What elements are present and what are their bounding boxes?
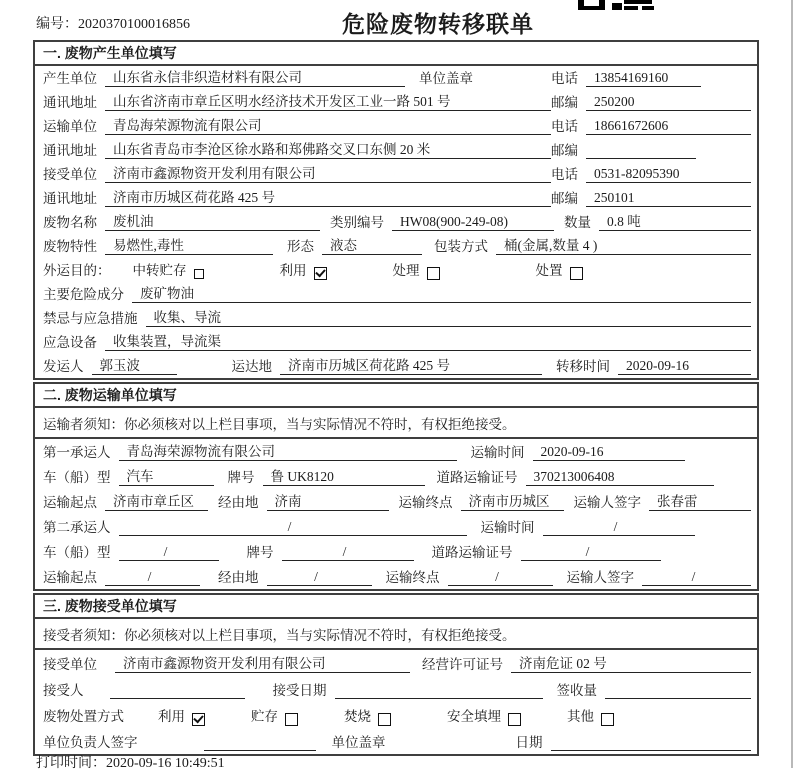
receiving-unit-row — [35, 650, 757, 676]
serial-number-line — [36, 13, 190, 33]
field-label: 废物特性 — [43, 239, 97, 254]
disposal-option-landfill: 安全填埋 — [447, 709, 501, 724]
carrier-signature-2-value: / — [642, 569, 751, 586]
postcode-label: 邮编 — [551, 191, 578, 206]
checkbox-storage-icon — [194, 269, 204, 279]
transporter-phone-value: 18661672606 — [586, 118, 751, 135]
field-label: 通讯地址 — [43, 143, 97, 158]
transporter-unit-row — [35, 114, 757, 138]
date-label: 日期 — [515, 735, 543, 750]
receiver-name-value: 济南市鑫源物资开发利用有限公司 — [105, 162, 551, 183]
second-carrier-row — [35, 514, 757, 539]
date-value — [551, 734, 752, 751]
field-label: 车（船）型 — [43, 545, 111, 560]
producer-phone-value: 13854169160 — [586, 70, 701, 87]
license-number-value: 济南危证 02 号 — [511, 652, 751, 673]
carrier-signature-label: 运输人签字 — [573, 495, 641, 510]
emergency-equipment-value: 收集装置，导流渠 — [105, 330, 751, 351]
purpose-option-dispose: 处置 — [535, 263, 563, 278]
transporter-notice: 运输者须知：你必须核对以上栏目事项，当与实际情况不符时，有权拒绝接受。 — [35, 408, 757, 439]
waste-characteristics-row — [35, 234, 757, 258]
terminus-label: 运输终点 — [385, 570, 440, 585]
plate-number-label: 牌号 — [227, 470, 255, 485]
transfer-date-value: 2020-09-16 — [618, 358, 751, 375]
category-code-label: 类别编号 — [330, 215, 384, 230]
section-transporter-heading: 二. 废物运输单位填写 — [35, 384, 757, 408]
consignor-value: 郭玉波 — [92, 354, 177, 375]
via-label: 经由地 — [218, 570, 259, 585]
field-label: 通讯地址 — [43, 191, 97, 206]
producer-unit-row — [35, 66, 757, 90]
field-label: 接受单位 — [43, 657, 97, 672]
receiver-notice: 接受者须知：你必须核对以上栏目事项，当与实际情况不符时，有权拒绝接受。 — [35, 619, 757, 650]
transfer-date-label: 转移时间 — [556, 359, 610, 374]
route-row-1 — [35, 489, 757, 514]
section-receiver-heading: 三. 废物接受单位填写 — [35, 595, 757, 619]
received-quantity-label: 签收量 — [556, 683, 597, 698]
checkbox-use-checked-icon — [314, 267, 327, 280]
consignor-row — [35, 354, 757, 378]
hazardous-components-row — [35, 282, 757, 306]
checkbox-incinerate-icon — [378, 713, 391, 726]
print-time-line — [36, 752, 225, 772]
receiver-person-row — [35, 676, 757, 702]
road-transport-cert-value: 370213006408 — [526, 469, 714, 486]
field-label: 废物名称 — [43, 215, 97, 230]
via-label: 经由地 — [218, 495, 259, 510]
form-state-value: 液态 — [322, 234, 422, 255]
waste-characteristics-value: 易燃性,毒性 — [105, 234, 273, 255]
phone-label: 电话 — [551, 119, 578, 134]
quantity-label: 数量 — [564, 215, 591, 230]
waste-name-value: 废机油 — [105, 210, 320, 231]
vehicle-row-2 — [35, 539, 757, 564]
serial-label: 编号： — [36, 17, 78, 32]
destination-value: 济南市历城区荷花路 425 号 — [280, 354, 542, 375]
receiver-phone-value: 0531-82095390 — [586, 166, 751, 183]
packing-method-label: 包装方式 — [434, 239, 488, 254]
disposal-option-storage: 贮存 — [251, 709, 278, 724]
receiver-postcode-value: 250101 — [586, 190, 751, 207]
plate-number-value: 鲁 UK8120 — [263, 465, 425, 486]
checkbox-treat-icon — [427, 267, 440, 280]
section-receiver — [33, 593, 759, 756]
via-2-value: / — [267, 569, 372, 586]
first-carrier-row — [35, 439, 757, 464]
transport-time-2-value: / — [543, 519, 695, 536]
receiver-unit-row — [35, 162, 757, 186]
route-row-2 — [35, 564, 757, 589]
carrier-signature-value: 张春雷 — [649, 490, 751, 511]
emergency-equipment-row — [35, 330, 757, 354]
field-label: 第一承运人 — [43, 445, 111, 460]
first-carrier-value: 青岛海荣源物流有限公司 — [119, 440, 457, 461]
transporter-address-value: 山东省青岛市李沧区徐水路和郑佛路交叉口东侧 20 米 — [105, 138, 551, 159]
receiving-unit-value: 济南市鑫源物资开发利用有限公司 — [115, 652, 410, 673]
field-label: 外运目的： — [43, 263, 111, 278]
second-carrier-value: / — [119, 519, 467, 536]
waste-name-row — [35, 210, 757, 234]
field-label: 车（船）型 — [43, 470, 111, 485]
responsible-signature-value — [204, 734, 316, 751]
field-label: 发运人 — [43, 359, 84, 374]
plate-number-2-value: / — [282, 544, 414, 561]
field-label: 废物处置方式 — [43, 709, 124, 724]
road-transport-cert-2-value: / — [521, 544, 661, 561]
serial-number: 2020370100016856 — [78, 17, 190, 32]
checkbox-storage-icon — [285, 713, 298, 726]
responsible-signature-row — [35, 728, 757, 754]
emergency-measures-value: 收集、导流 — [146, 306, 752, 327]
unit-seal-label: 单位盖章 — [419, 71, 473, 86]
disposal-option-use: 利用 — [158, 709, 185, 724]
field-label: 第二承运人 — [43, 520, 111, 535]
field-label: 接受单位 — [43, 167, 97, 182]
terminus-2-value: / — [448, 569, 553, 586]
page-right-edge — [791, 0, 793, 768]
terminus-value: 济南市历城区 — [461, 490, 564, 511]
terminus-label: 运输终点 — [398, 495, 453, 510]
hazardous-components-value: 废矿物油 — [132, 282, 751, 303]
transport-time-label: 运输时间 — [480, 520, 535, 535]
print-time-value: 2020-09-16 10:49:51 — [106, 756, 225, 771]
transfer-form — [33, 40, 759, 756]
transporter-postcode-value — [586, 142, 696, 159]
origin-value: 济南市章丘区 — [105, 490, 208, 511]
transport-time-value: 2020-09-16 — [533, 444, 685, 461]
category-code-value: HW08(900-249-08) — [392, 214, 554, 231]
field-label: 单位负责人签字 — [43, 735, 138, 750]
packing-method-value: 桶(金属,数量 4 ) — [496, 234, 751, 255]
transporter-name-value: 青岛海荣源物流有限公司 — [105, 114, 551, 135]
field-label: 通讯地址 — [43, 95, 97, 110]
road-transport-cert-label: 道路运输证号 — [431, 545, 513, 560]
field-label: 接受人 — [43, 683, 84, 698]
purpose-option-use: 利用 — [279, 263, 307, 278]
carrier-signature-label: 运输人签字 — [566, 570, 634, 585]
field-label: 运输起点 — [43, 570, 97, 585]
vehicle-row-1 — [35, 464, 757, 489]
print-time-label: 打印时间： — [36, 756, 106, 771]
section-producer — [33, 40, 759, 380]
phone-label: 电话 — [551, 71, 578, 86]
field-label: 应急设备 — [43, 335, 97, 350]
destination-label: 运达地 — [231, 359, 272, 374]
page-title: 危险废物转移联单 — [342, 11, 534, 37]
disposal-option-incinerate: 焚烧 — [344, 709, 371, 724]
origin-2-value: / — [105, 569, 200, 586]
disposal-option-other: 其他 — [567, 709, 594, 724]
form-state-label: 形态 — [287, 239, 314, 254]
receive-date-value — [335, 682, 543, 699]
via-value: 济南 — [267, 490, 389, 511]
receiver-person-value — [110, 682, 245, 699]
license-number-label: 经营许可证号 — [422, 657, 503, 672]
transport-time-label: 运输时间 — [470, 445, 525, 460]
road-transport-cert-label: 道路运输证号 — [436, 470, 518, 485]
producer-address-row — [35, 90, 757, 114]
field-label: 运输单位 — [43, 119, 97, 134]
quantity-value: 0.8 吨 — [599, 210, 751, 231]
purpose-option-treat: 处理 — [392, 263, 420, 278]
checkbox-other-icon — [601, 713, 614, 726]
producer-postcode-value: 250200 — [586, 94, 751, 111]
section-producer-heading: 一. 废物产生单位填写 — [35, 42, 757, 66]
emergency-measures-row — [35, 306, 757, 330]
field-label: 产生单位 — [43, 71, 97, 86]
checkbox-use-checked-icon — [192, 713, 205, 726]
unit-seal-label: 单位盖章 — [331, 735, 386, 750]
field-label: 运输起点 — [43, 495, 97, 510]
producer-name-value: 山东省永信非织造材料有限公司 — [105, 66, 405, 87]
receiver-address-value: 济南市历城区荷花路 425 号 — [105, 186, 551, 207]
field-label: 禁忌与应急措施 — [43, 311, 138, 326]
checkbox-dispose-icon — [570, 267, 583, 280]
transfer-purpose-row — [35, 258, 757, 282]
disposal-method-row — [35, 702, 757, 728]
checkbox-landfill-icon — [508, 713, 521, 726]
producer-address-value: 山东省济南市章丘区明水经济技术开发区工业一路 501 号 — [105, 90, 551, 111]
received-quantity-value — [605, 682, 751, 699]
purpose-option-storage: 中转贮存 — [132, 263, 187, 278]
field-label: 主要危险成分 — [43, 287, 124, 302]
qr-code-icon — [578, 0, 654, 10]
postcode-label: 邮编 — [551, 143, 578, 158]
receiver-address-row — [35, 186, 757, 210]
plate-number-label: 牌号 — [246, 545, 274, 560]
vehicle-type-2-value: / — [119, 544, 219, 561]
receive-date-label: 接受日期 — [272, 683, 327, 698]
transporter-address-row — [35, 138, 757, 162]
vehicle-type-value: 汽车 — [119, 465, 214, 486]
section-transporter — [33, 382, 759, 591]
phone-label: 电话 — [551, 167, 578, 182]
postcode-label: 邮编 — [551, 95, 578, 110]
